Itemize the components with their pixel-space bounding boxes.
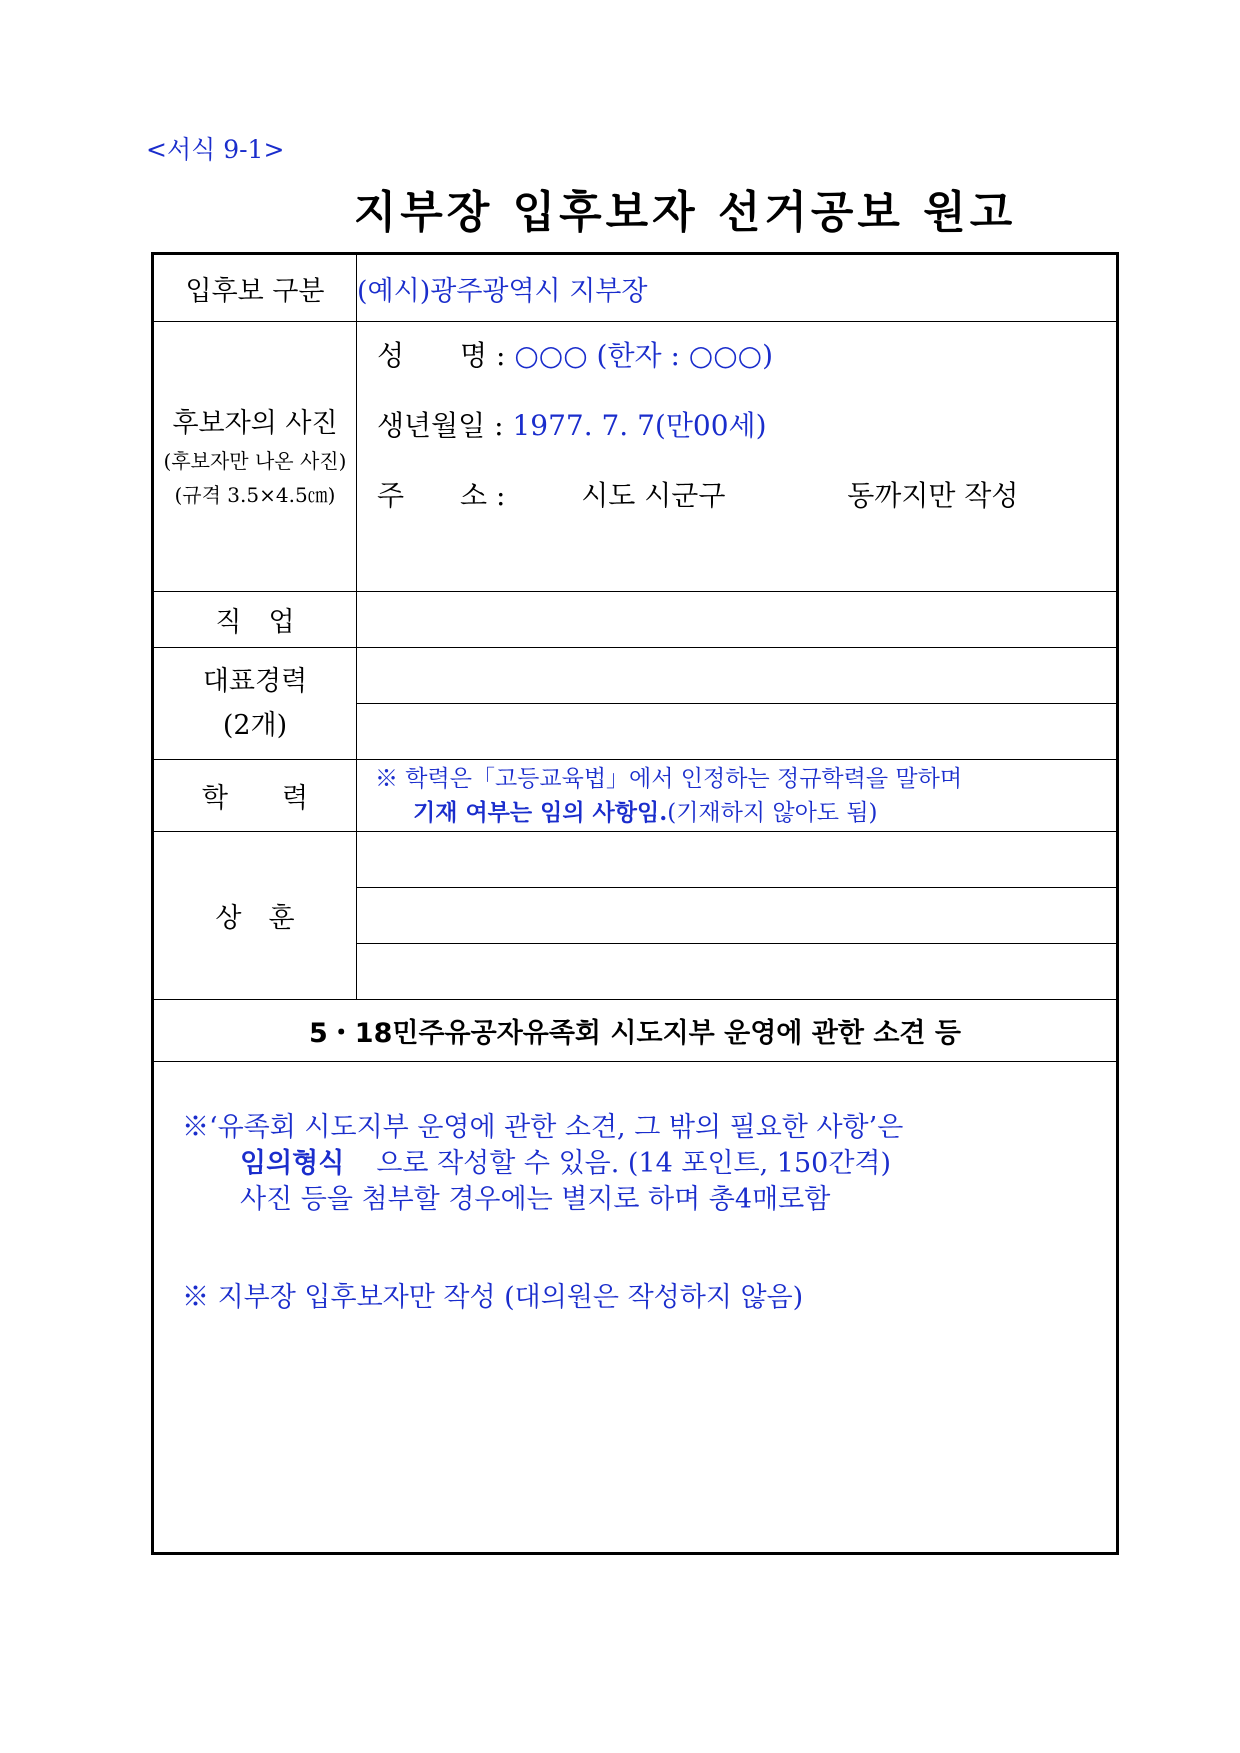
photo-cell[interactable] [153, 322, 357, 592]
candidacy-row [153, 254, 1118, 322]
education-note-line2 [375, 796, 1116, 830]
name-line [377, 334, 773, 374]
candidate-info-row [153, 322, 1118, 592]
career-label: 대표경력 [202, 665, 308, 697]
job-row [153, 592, 1118, 648]
award-row-1 [153, 832, 1118, 888]
opinion-note1-rest: 으로 작성할 수 있음. (14 포인트, 150간격) [376, 1148, 892, 1179]
name-label: 성 명 : [377, 339, 506, 372]
birth-value[interactable]: 1977. 7. 7(만00세) [512, 409, 767, 442]
education-note-bold: 기재 여부는 임의 사항임. [413, 798, 668, 826]
address-value-dong[interactable]: 동까지만 작성 [847, 479, 1019, 512]
award-value-2[interactable] [357, 888, 1118, 944]
career-value-1[interactable] [357, 648, 1118, 704]
opinion-note1-line2 [182, 1146, 1116, 1182]
opinion-body-cell[interactable] [153, 1062, 1118, 1554]
education-note [357, 762, 1116, 830]
career-count-label: (2개) [222, 709, 288, 741]
name-value[interactable]: ○○○ (한자 : ○○○) [514, 339, 774, 372]
document-title: 지부장 입후보자 선거공보 원고 [353, 187, 1017, 238]
candidacy-label: 입후보 구분 [153, 254, 357, 322]
form-number-label: <서식 9-1> [146, 135, 285, 164]
photo-label: 후보자의 사진 [172, 408, 338, 439]
address-label: 주 소 : [377, 479, 506, 512]
award-value-3[interactable] [357, 944, 1118, 1000]
candidate-form-table [151, 252, 1119, 1555]
birth-line [377, 404, 767, 444]
education-row [153, 760, 1118, 832]
candidate-info-cell [357, 322, 1118, 592]
opinion-note2: ※ 지부장 입후보자만 작성 (대의원은 작성하지 않음) [182, 1282, 804, 1313]
career-row-1 [153, 648, 1118, 704]
opinion-note1-line1: ※‘유족회 시도지부 운영에 관한 소견, 그 밖의 필요한 사항’은 [182, 1112, 904, 1143]
education-note-rest: (기재하지 않아도 됨) [667, 799, 878, 826]
career-value-2[interactable] [357, 704, 1118, 760]
birth-label: 생년월일 : [377, 409, 504, 442]
opinion-heading: 5・18민주유공자유족회 시도지부 운영에 관한 소견 등 [153, 1000, 1118, 1062]
opinion-notes [154, 1062, 1116, 1316]
education-label: 학 력 [153, 760, 357, 832]
award-label: 상 훈 [153, 832, 357, 1000]
photo-note-size: (규격 3.5×4.5㎝) [174, 483, 336, 507]
job-value-cell[interactable] [357, 592, 1118, 648]
address-value-region[interactable]: 시도 시군구 [581, 479, 726, 512]
job-label: 직 업 [153, 592, 357, 648]
photo-note-only-candidate: (후보자만 나온 사진) [163, 449, 347, 473]
address-line [377, 474, 1018, 514]
candidacy-value[interactable]: (예시)광주광역시 지부장 [357, 254, 1118, 322]
education-note-line1: ※ 학력은「고등교육법」에서 인정하는 정규학력을 말하며 [375, 765, 963, 792]
opinion-body-row [153, 1062, 1118, 1554]
education-note-cell[interactable] [357, 760, 1118, 832]
opinion-note1-bold: 임의형식 [240, 1148, 345, 1179]
opinion-heading-row [153, 1000, 1118, 1062]
career-label-cell [153, 648, 357, 760]
opinion-note1-line3: 사진 등을 첨부할 경우에는 별지로 하며 총4매로함 [240, 1184, 831, 1215]
award-value-1[interactable] [357, 832, 1118, 888]
